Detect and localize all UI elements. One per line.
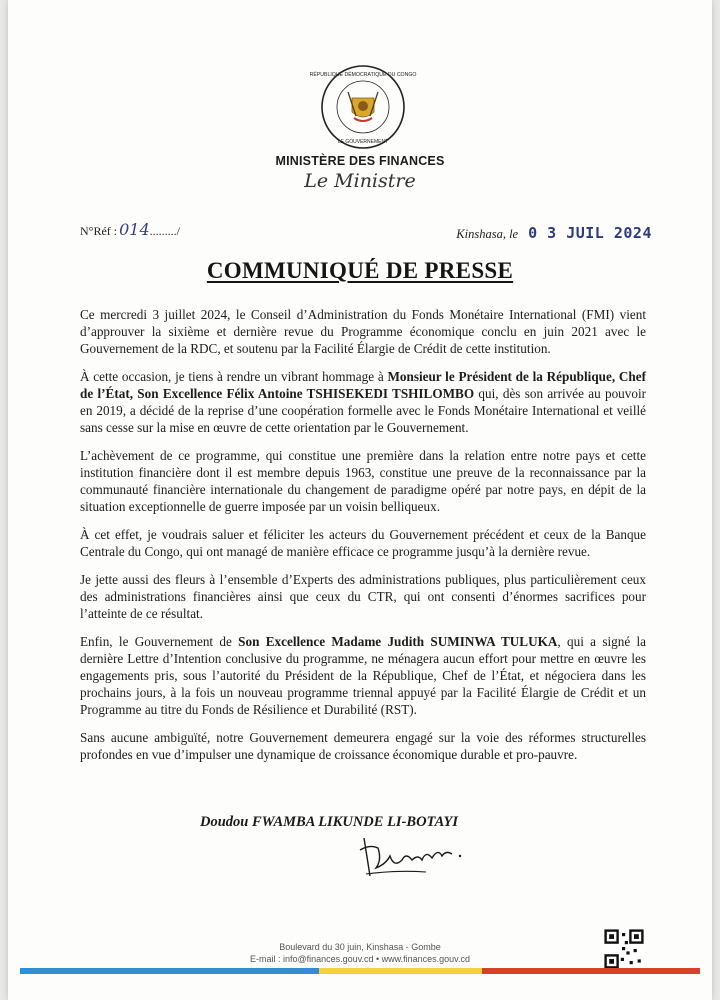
date-place: Kinshasa, le xyxy=(456,227,519,241)
paragraph-7 xyxy=(80,729,646,763)
handwritten-signature-icon xyxy=(356,830,476,882)
paragraph-5 xyxy=(80,571,646,622)
minister-title: Le Ministre xyxy=(304,170,416,192)
stripe-yellow xyxy=(319,968,482,974)
paragraph-6 xyxy=(80,633,646,718)
document-page xyxy=(8,0,712,1000)
communique-body xyxy=(80,306,646,774)
qr-code-icon xyxy=(604,929,644,969)
paragraph-4 xyxy=(80,526,646,560)
paragraph-segment: Monsieur le Président de la République, Chef de l’État, Son Excellence Félix Antoine TSHISEKEDI TSHILOMBO xyxy=(80,369,646,401)
government-seal-icon xyxy=(309,64,417,150)
flag-color-stripe xyxy=(20,968,700,974)
paragraph-segment: qui, dès son arrivée au pouvoir en 2019, a décidé de la reprise d’une coopération formelle avec le Fonds Monétaire International et veillé sans cesse sur la mise en œuvre de cette orientation par le Gouvernement. xyxy=(80,386,646,435)
stripe-blue xyxy=(20,968,319,974)
seal-text-bottom: LE GOUVERNEMENT xyxy=(337,139,389,145)
paragraph-segment: À cet effet, je voudrais saluer et féliciter les acteurs du Gouvernement précédent et ceux de la Banque Centrale du Congo, qui ont managé de manière efficace ce programme jusqu’à la dernière revue. xyxy=(80,527,646,559)
paragraph-segment: Sans aucune ambiguïté, notre Gouvernement demeurera engagé sur la voie des réformes structurelles profondes en vue d’impulser une dynamique de croissance économique durable et pro-pauvre. xyxy=(80,730,646,762)
paragraph-3 xyxy=(80,447,646,515)
reference-dots: ........./ xyxy=(149,224,181,238)
seal-text-top: RÉPUBLIQUE DÉMOCRATIQUE DU CONGO xyxy=(309,72,417,78)
footer-address: Boulevard du 30 juin, Kinshasa - Gombe xyxy=(279,942,441,952)
paragraph-segment: À cette occasion, je tiens à rendre un vibrant hommage à xyxy=(80,369,388,384)
footer-contact: E-mail : info@finances.gouv.cd • www.finances.gouv.cd xyxy=(249,954,471,964)
date-stamp: 0 3 JUIL 2024 xyxy=(528,224,652,242)
paragraph-segment: Ce mercredi 3 juillet 2024, le Conseil d’Administration du Fonds Monétaire International (FMI) vient d’approuver la sixième et dernière revue du Programme économique conclu en juin 2021 avec le Gouvernement de la RDC, et soutenu par la Facilité Élargie de Crédit de cette institution. xyxy=(80,307,646,356)
ministry-name: MINISTÈRE DES FINANCES xyxy=(275,154,445,168)
paragraph-1 xyxy=(80,306,646,357)
paragraph-segment: , qui a signé la dernière Lettre d’Intention conclusive du programme, ne ménagera aucun effort pour mettre en œuvre les engagements pris, sous l’autorité du Président de la République, Chef de l’État, et négociera dans les prochains jours, à la fois un nouveau programme triennal appuyé par la Facilité Élargie de Crédit et un Programme au titre du Fonds de Résilience et Durabilité (RST). xyxy=(80,634,646,717)
signer-name: Doudou FWAMBA LIKUNDE LI-BOTAYI xyxy=(200,814,458,830)
reference-number: 014 xyxy=(119,220,150,239)
paragraph-segment: Je jette aussi des fleurs à l’ensemble d’Experts des administrations publiques, plus particulièrement ceux des administrations financières ainsi que ceux du CTR, qui ont consenti d’énormes sacrifices pour l’atteinte de ce résultat. xyxy=(80,572,646,621)
stripe-red xyxy=(482,968,700,974)
reference-label: N°Réf : xyxy=(80,224,118,238)
paragraph-segment: Enfin, le Gouvernement de xyxy=(80,634,239,649)
date-line xyxy=(456,224,652,242)
paragraph-segment: Son Excellence Madame Judith SUMINWA TULUKA xyxy=(238,634,558,649)
page-title: COMMUNIQUÉ DE PRESSE xyxy=(206,258,514,283)
paragraph-segment: L’achèvement de ce programme, qui constitue une première dans la relation entre notre pays et cette institution financière dont il est membre depuis 1963, constitue une preuve de la reconnaissance par la communauté financière internationale du changement de paradigme opéré par notre pays, en dépit de la situation exceptionnelle de guerre imposée par un voisin belliqueux. xyxy=(80,448,646,514)
paragraph-2 xyxy=(80,368,646,436)
reference-line xyxy=(80,220,180,239)
